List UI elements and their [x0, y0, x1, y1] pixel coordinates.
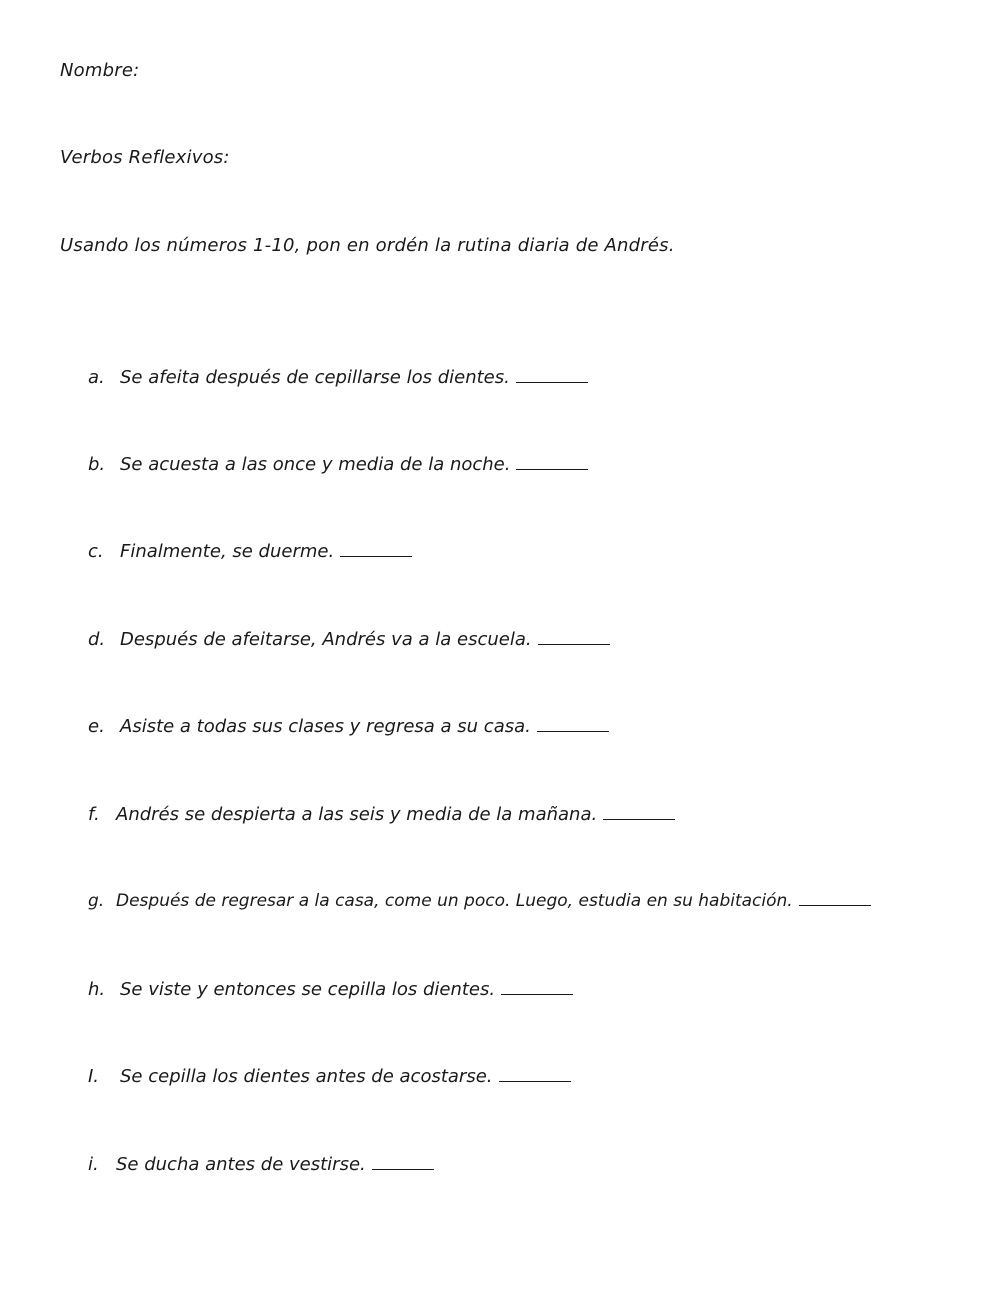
item-marker: f. — [88, 804, 100, 825]
answer-blank[interactable] — [501, 980, 573, 995]
item-marker: a. — [88, 367, 105, 388]
answer-blank[interactable] — [516, 368, 588, 383]
list-item — [88, 979, 573, 1000]
topic-heading: Verbos Reflexivos: — [60, 147, 230, 168]
list-item — [88, 716, 609, 737]
answer-blank[interactable] — [537, 717, 609, 732]
item-marker: b. — [88, 454, 106, 475]
item-marker: i. — [88, 1154, 99, 1175]
name-label: Nombre: — [60, 60, 140, 81]
item-text: Asiste a todas sus clases y regresa a su casa. — [120, 716, 531, 737]
item-text: Se cepilla los dientes antes de acostarse. — [120, 1066, 493, 1087]
list-item — [88, 891, 871, 911]
list-item — [88, 454, 588, 475]
answer-blank[interactable] — [340, 542, 412, 557]
answer-blank[interactable] — [603, 805, 675, 820]
answer-blank[interactable] — [538, 630, 610, 645]
list-item — [88, 541, 412, 562]
item-text: Se viste y entonces se cepilla los dientes. — [120, 979, 496, 1000]
item-marker: d. — [88, 629, 106, 650]
list-item — [88, 367, 588, 388]
item-text: Después de afeitarse, Andrés va a la escuela. — [120, 629, 532, 650]
instructions: Usando los números 1-10, pon en ordén la rutina diaria de Andrés. — [60, 235, 675, 256]
item-marker: c. — [88, 541, 104, 562]
item-marker: e. — [88, 716, 105, 737]
item-text: Andrés se despierta a las seis y media de la mañana. — [116, 804, 598, 825]
list-item — [88, 804, 675, 825]
item-text: Se afeita después de cepillarse los dientes. — [120, 367, 510, 388]
list-item — [88, 1154, 434, 1175]
item-text: Se acuesta a las once y media de la noche. — [120, 454, 511, 475]
list-item — [88, 1066, 571, 1087]
item-marker: I. — [88, 1066, 100, 1087]
item-marker: h. — [88, 979, 106, 1000]
list-item — [88, 629, 610, 650]
item-text: Finalmente, se duerme. — [120, 541, 335, 562]
answer-blank[interactable] — [372, 1155, 434, 1170]
item-marker: g. — [88, 891, 105, 911]
item-text: Se ducha antes de vestirse. — [116, 1154, 366, 1175]
answer-blank[interactable] — [799, 891, 871, 906]
answer-blank[interactable] — [516, 455, 588, 470]
answer-blank[interactable] — [499, 1067, 571, 1082]
item-text: Después de regresar a la casa, come un poco. Luego, estudia en su habitación. — [116, 891, 793, 911]
